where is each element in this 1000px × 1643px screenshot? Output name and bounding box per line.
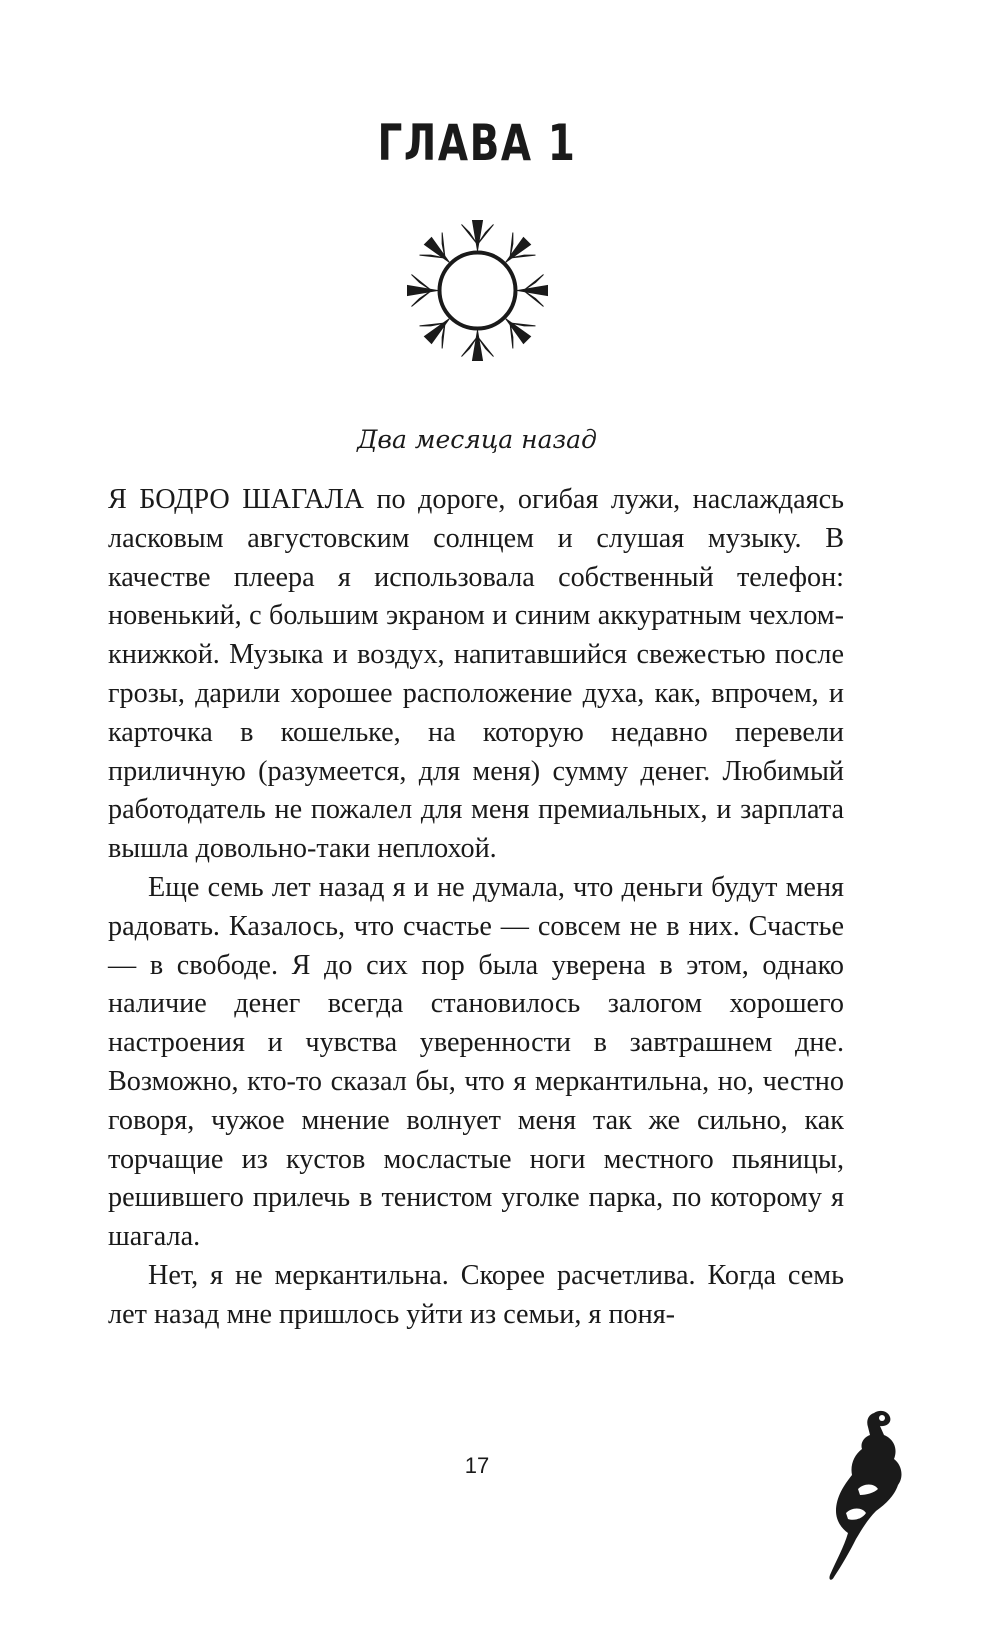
page-number: 17 <box>464 1453 490 1478</box>
chapter-title: ГЛАВА 1 <box>377 114 577 172</box>
body-text <box>108 481 844 1335</box>
epigraph: Два месяца назад <box>357 425 597 454</box>
paragraph-1: Я БОДРО ШАГАЛА по дороге, огибая лужи, наслаждаясь ласковым августовским солнцем и слушая музыку. В качестве плеера я использовала собственный телефон: новенький, с большим экраном и синим аккуратным чехлом-книжкой. Музыка и воздух, напитавшийся свежестью после грозы, дарили хорошее расположение духа, как, впрочем, и карточка в кошельке, на которую недавно перевели приличную (разумеется, для меня) сумму денег. Любимый работодатель не пожалел для меня премиальных, и зарплата вышла довольно-таки неплохой. <box>108 484 844 865</box>
paragraph-3: Нет, я не меркантильна. Скорее расчетлива. Когда семь лет назад мне пришлось уйти из семьи, я поня- <box>108 1259 844 1330</box>
sun-ornament-icon <box>405 218 550 363</box>
silhouette-figure-icon <box>822 1405 904 1585</box>
paragraph-2: Еще семь лет назад я и не думала, что деньги будут меня радовать. Казалось, что счастье — совсем не в них. Счастье — в свободе. Я до сих пор была уверена в этом, однако наличие денег всегда становилось залогом хорошего настроения и чувства уверенности в завтрашнем дне. Возможно, кто-то сказал бы, что я меркантильна, но, честно говоря, чужое мнение волнует меня так же сильно, как торчащие из кустов мосластые ноги местного пьяницы, решившего прилечь в тенистом уголке парка, по которому я шагала. <box>108 871 844 1253</box>
